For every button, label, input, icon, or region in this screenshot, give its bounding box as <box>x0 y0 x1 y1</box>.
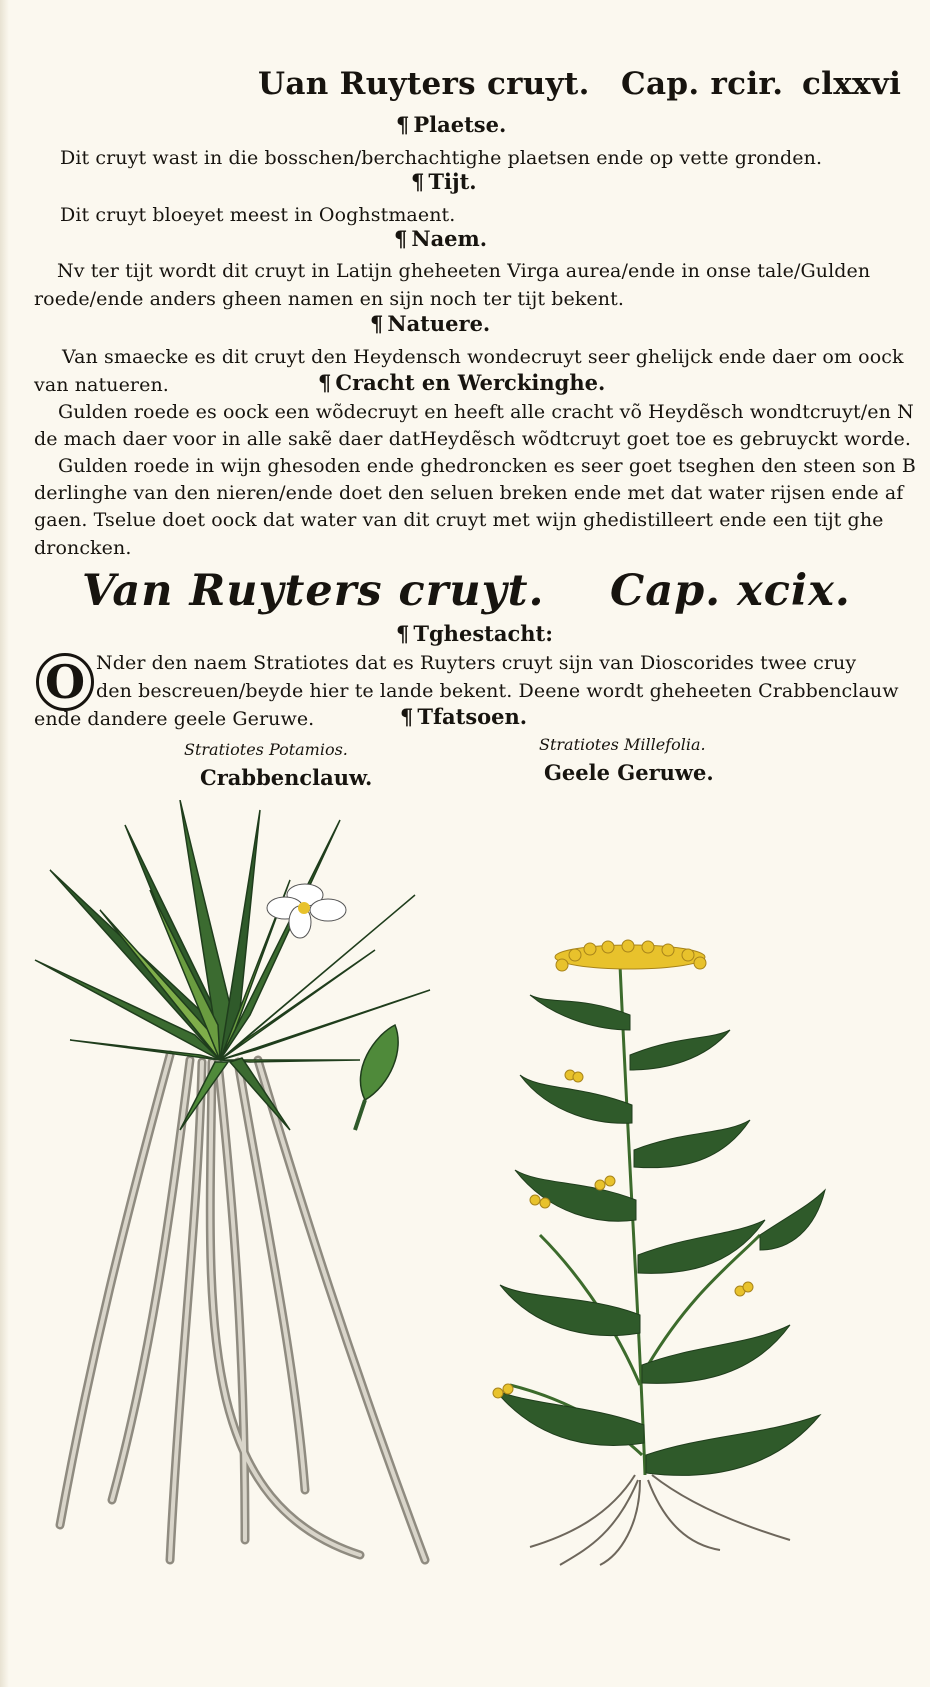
body-line: droncken. <box>34 537 132 559</box>
drop-capital: O <box>36 653 94 711</box>
figure-caption-latin: Stratiotes Potamios. <box>184 740 348 759</box>
body-line: Nder den naem Stratiotes dat es Ruyters cruyt sijn van Dioscorides twee cruy <box>96 652 857 674</box>
white-flower <box>267 884 346 938</box>
pilcrow-icon: ¶ <box>411 169 425 194</box>
section-heading-cracht: ¶ Cracht en Werckinghe. <box>318 370 606 395</box>
body-line: Gulden roede es oock een wõdecruyt en heeft alle cracht võ Heydẽsch wondtcruyt/en N <box>58 401 914 423</box>
body-line: van natueren. <box>34 374 169 396</box>
pilcrow-icon: ¶ <box>394 226 408 251</box>
section-heading-tijt: ¶ Tijt. <box>411 169 477 194</box>
body-line: Dit cruyt wast in die bosschen/berchachtighe plaetsen ende op vette gronden. <box>60 147 823 169</box>
running-head-folio: clxxvi <box>802 66 902 102</box>
chapter-number: Cap. xcix. <box>610 566 851 616</box>
crabbenclauw-illustration <box>30 800 450 1580</box>
running-head-chapter: Cap. rcir. <box>621 66 784 102</box>
section-heading-tghestacht: ¶ Tghestacht: <box>396 621 553 646</box>
body-line: Nv ter tijt wordt dit cruyt in Latijn gheheeten Virga aurea/ende in onse tale/Gulden <box>57 260 871 282</box>
pilcrow-icon: ¶ <box>400 704 414 729</box>
section-heading-plaetse: ¶ Plaetse. <box>396 112 507 137</box>
figure-caption-latin: Stratiotes Millefolia. <box>539 735 706 754</box>
body-line: gaen. Tselue doet oock dat water van dit cruyt met wijn ghedistilleert ende een tijt ghe <box>34 509 884 531</box>
geele-geruwe-illustration <box>490 935 835 1575</box>
pilcrow-icon: ¶ <box>370 311 384 336</box>
running-head-title: Uan Ruyters cruyt. <box>258 66 590 102</box>
roots <box>530 1475 790 1565</box>
body-line: Van smaecke es dit cruyt den Heydensch wondecruyt seer ghelijck ende daer om oock <box>62 346 904 368</box>
section-heading-natuere: ¶ Natuere. <box>370 311 491 336</box>
section-heading-tfatsoen: ¶ Tfatsoen. <box>400 704 528 729</box>
figure-caption-dutch: Geele Geruwe. <box>544 760 714 785</box>
body-line: den bescreuen/beyde hier te lande bekent. Deene wordt gheheeten Crabbenclauw <box>96 680 899 702</box>
body-line: ende dandere geele Geruwe. <box>34 708 315 730</box>
body-line: Dit cruyt bloeyet meest in Ooghstmaent. <box>60 204 456 226</box>
body-line: de mach daer voor in alle sakẽ daer datHeydẽsch wõdtcruyt goet toe es gebruyckt worde. <box>34 428 911 450</box>
body-line: Gulden roede in wijn ghesoden ende ghedroncken es seer goet tseghen den steen son B <box>58 455 916 477</box>
chapter-title: Van Ruyters cruyt. <box>82 566 545 616</box>
small-bud <box>355 1025 398 1130</box>
fern-leaves <box>495 995 825 1475</box>
pilcrow-icon: ¶ <box>318 370 332 395</box>
pilcrow-icon: ¶ <box>396 112 410 137</box>
section-heading-naem: ¶ Naem. <box>394 226 488 251</box>
pilcrow-icon: ¶ <box>396 621 410 646</box>
figure-caption-dutch: Crabbenclauw. <box>200 765 373 790</box>
body-line: derlinghe van den nieren/ende doet den seluen breken ende met dat water rijsen ende af <box>34 482 904 504</box>
body-line: roede/ende anders gheen namen en sijn noch ter tijt bekent. <box>34 288 624 310</box>
page-edge <box>0 0 9 1687</box>
